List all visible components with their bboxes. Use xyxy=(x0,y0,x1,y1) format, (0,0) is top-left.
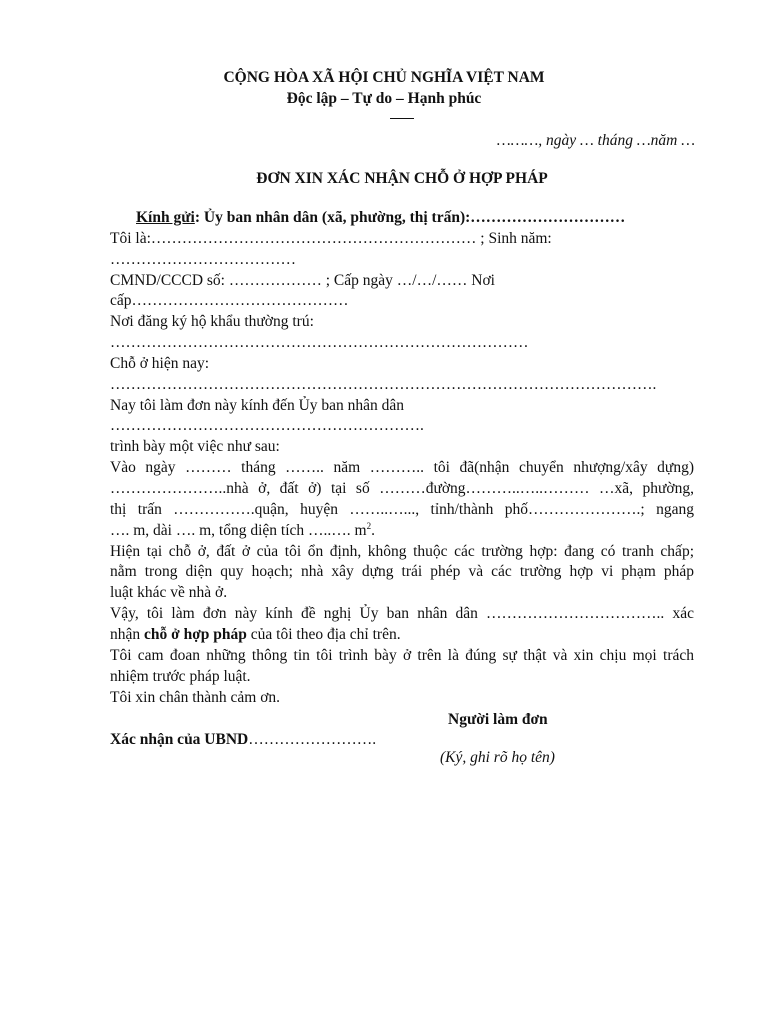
paragraph-1-line-1: Vào ngày ……… tháng …….. năm ……….. tôi đã(nhận chuyển nhượng/xây dựng) xyxy=(110,459,694,476)
id-place: cấp…………………………………… xyxy=(110,292,349,309)
paragraph-2-line-2: nằm trong diện quy hoạch; nhà xây dựng trái phép và các trường hợp vi phạm pháp xyxy=(110,563,694,580)
request-subject: chỗ ở hợp pháp xyxy=(144,626,247,643)
paragraph-3-line-1: Vậy, tôi làm đơn này kính đề nghị Ủy ban nhân dân …………………………….. xác xyxy=(110,605,694,622)
paragraph-2-line-1: Hiện tại chỗ ở, đất ở của tôi ổn định, không thuộc các trường hợp: đang có tranh chấp; xyxy=(110,543,694,560)
addressee-line xyxy=(136,208,625,228)
ubnd-label: Xác nhận của UBND xyxy=(110,731,249,748)
motto-underline xyxy=(390,118,414,119)
signature-note: (Ký, ghi rõ họ tên) xyxy=(440,749,555,766)
applicant-label: Người làm đơn xyxy=(448,711,548,728)
closing-thanks: Tôi xin chân thành cảm ơn. xyxy=(110,689,281,706)
paragraph-2-line-3: luật khác về nhà ở. xyxy=(110,584,228,601)
area-text: …. m, dài …. m, tổng diện tích …..…. m xyxy=(110,522,367,539)
nation-header: CỘNG HÒA XÃ HỘI CHỦ NGHĨA VIỆT NAM xyxy=(223,69,545,86)
motto: Độc lập – Tự do – Hạnh phúc xyxy=(286,90,482,107)
area-period: . xyxy=(371,522,375,539)
household-dots: ……………………………………………………………………… xyxy=(110,334,529,351)
current-address-label: Chỗ ở hiện nay: xyxy=(110,355,210,372)
paragraph-3-line-2 xyxy=(110,625,401,645)
intro-line-1: Nay tôi làm đơn này kính đến Ủy ban nhân dân xyxy=(110,397,405,414)
name-line: Tôi là:……………………………………………………… ; Sinh năm: xyxy=(110,230,552,247)
intro-line-2: ……………………………………………………. xyxy=(110,417,424,434)
date-line: ………, ngày … tháng …năm … xyxy=(496,132,695,149)
current-address-dots: ……………………………………………………………………………………………. xyxy=(110,376,657,393)
request-suffix: của tôi theo địa chỉ trên. xyxy=(246,626,401,643)
ubnd-dots: ……………………. xyxy=(248,731,377,748)
ubnd-confirmation xyxy=(110,730,376,750)
paragraph-1-line-4 xyxy=(110,521,375,541)
paragraph-1-line-2: …………………..nhà ở, đất ở) tại số ………đường………..…..……… …xã, phường, xyxy=(110,480,694,497)
addressee-label: Kính gửi xyxy=(136,209,195,226)
name-dots: ……………………………… xyxy=(110,251,296,268)
area-unit-exponent: 2 xyxy=(366,520,372,531)
intro-line-3: trình bày một việc như sau: xyxy=(110,438,280,455)
household-label: Nơi đăng ký hộ khẩu thường trú: xyxy=(110,313,314,330)
paragraph-4-line-2: nhiệm trước pháp luật. xyxy=(110,668,251,685)
request-prefix: nhận xyxy=(110,626,145,643)
paragraph-1-line-3: thị trấn …………….quận, huyện ……..…..., tỉnh/thành phố………………….; ngang xyxy=(110,501,694,518)
id-line: CMND/CCCD số: ……………… ; Cấp ngày …/…/…… Nơi xyxy=(110,272,495,289)
document-title: ĐƠN XIN XÁC NHẬN CHỖ Ở HỢP PHÁP xyxy=(256,170,548,187)
paragraph-4-line-1: Tôi cam đoan những thông tin tôi trình bày ở trên là đúng sự thật và xin chịu mọi trách xyxy=(110,647,694,664)
addressee-text: : Ủy ban nhân dân (xã, phường, thị trấn):………………………… xyxy=(194,209,626,226)
